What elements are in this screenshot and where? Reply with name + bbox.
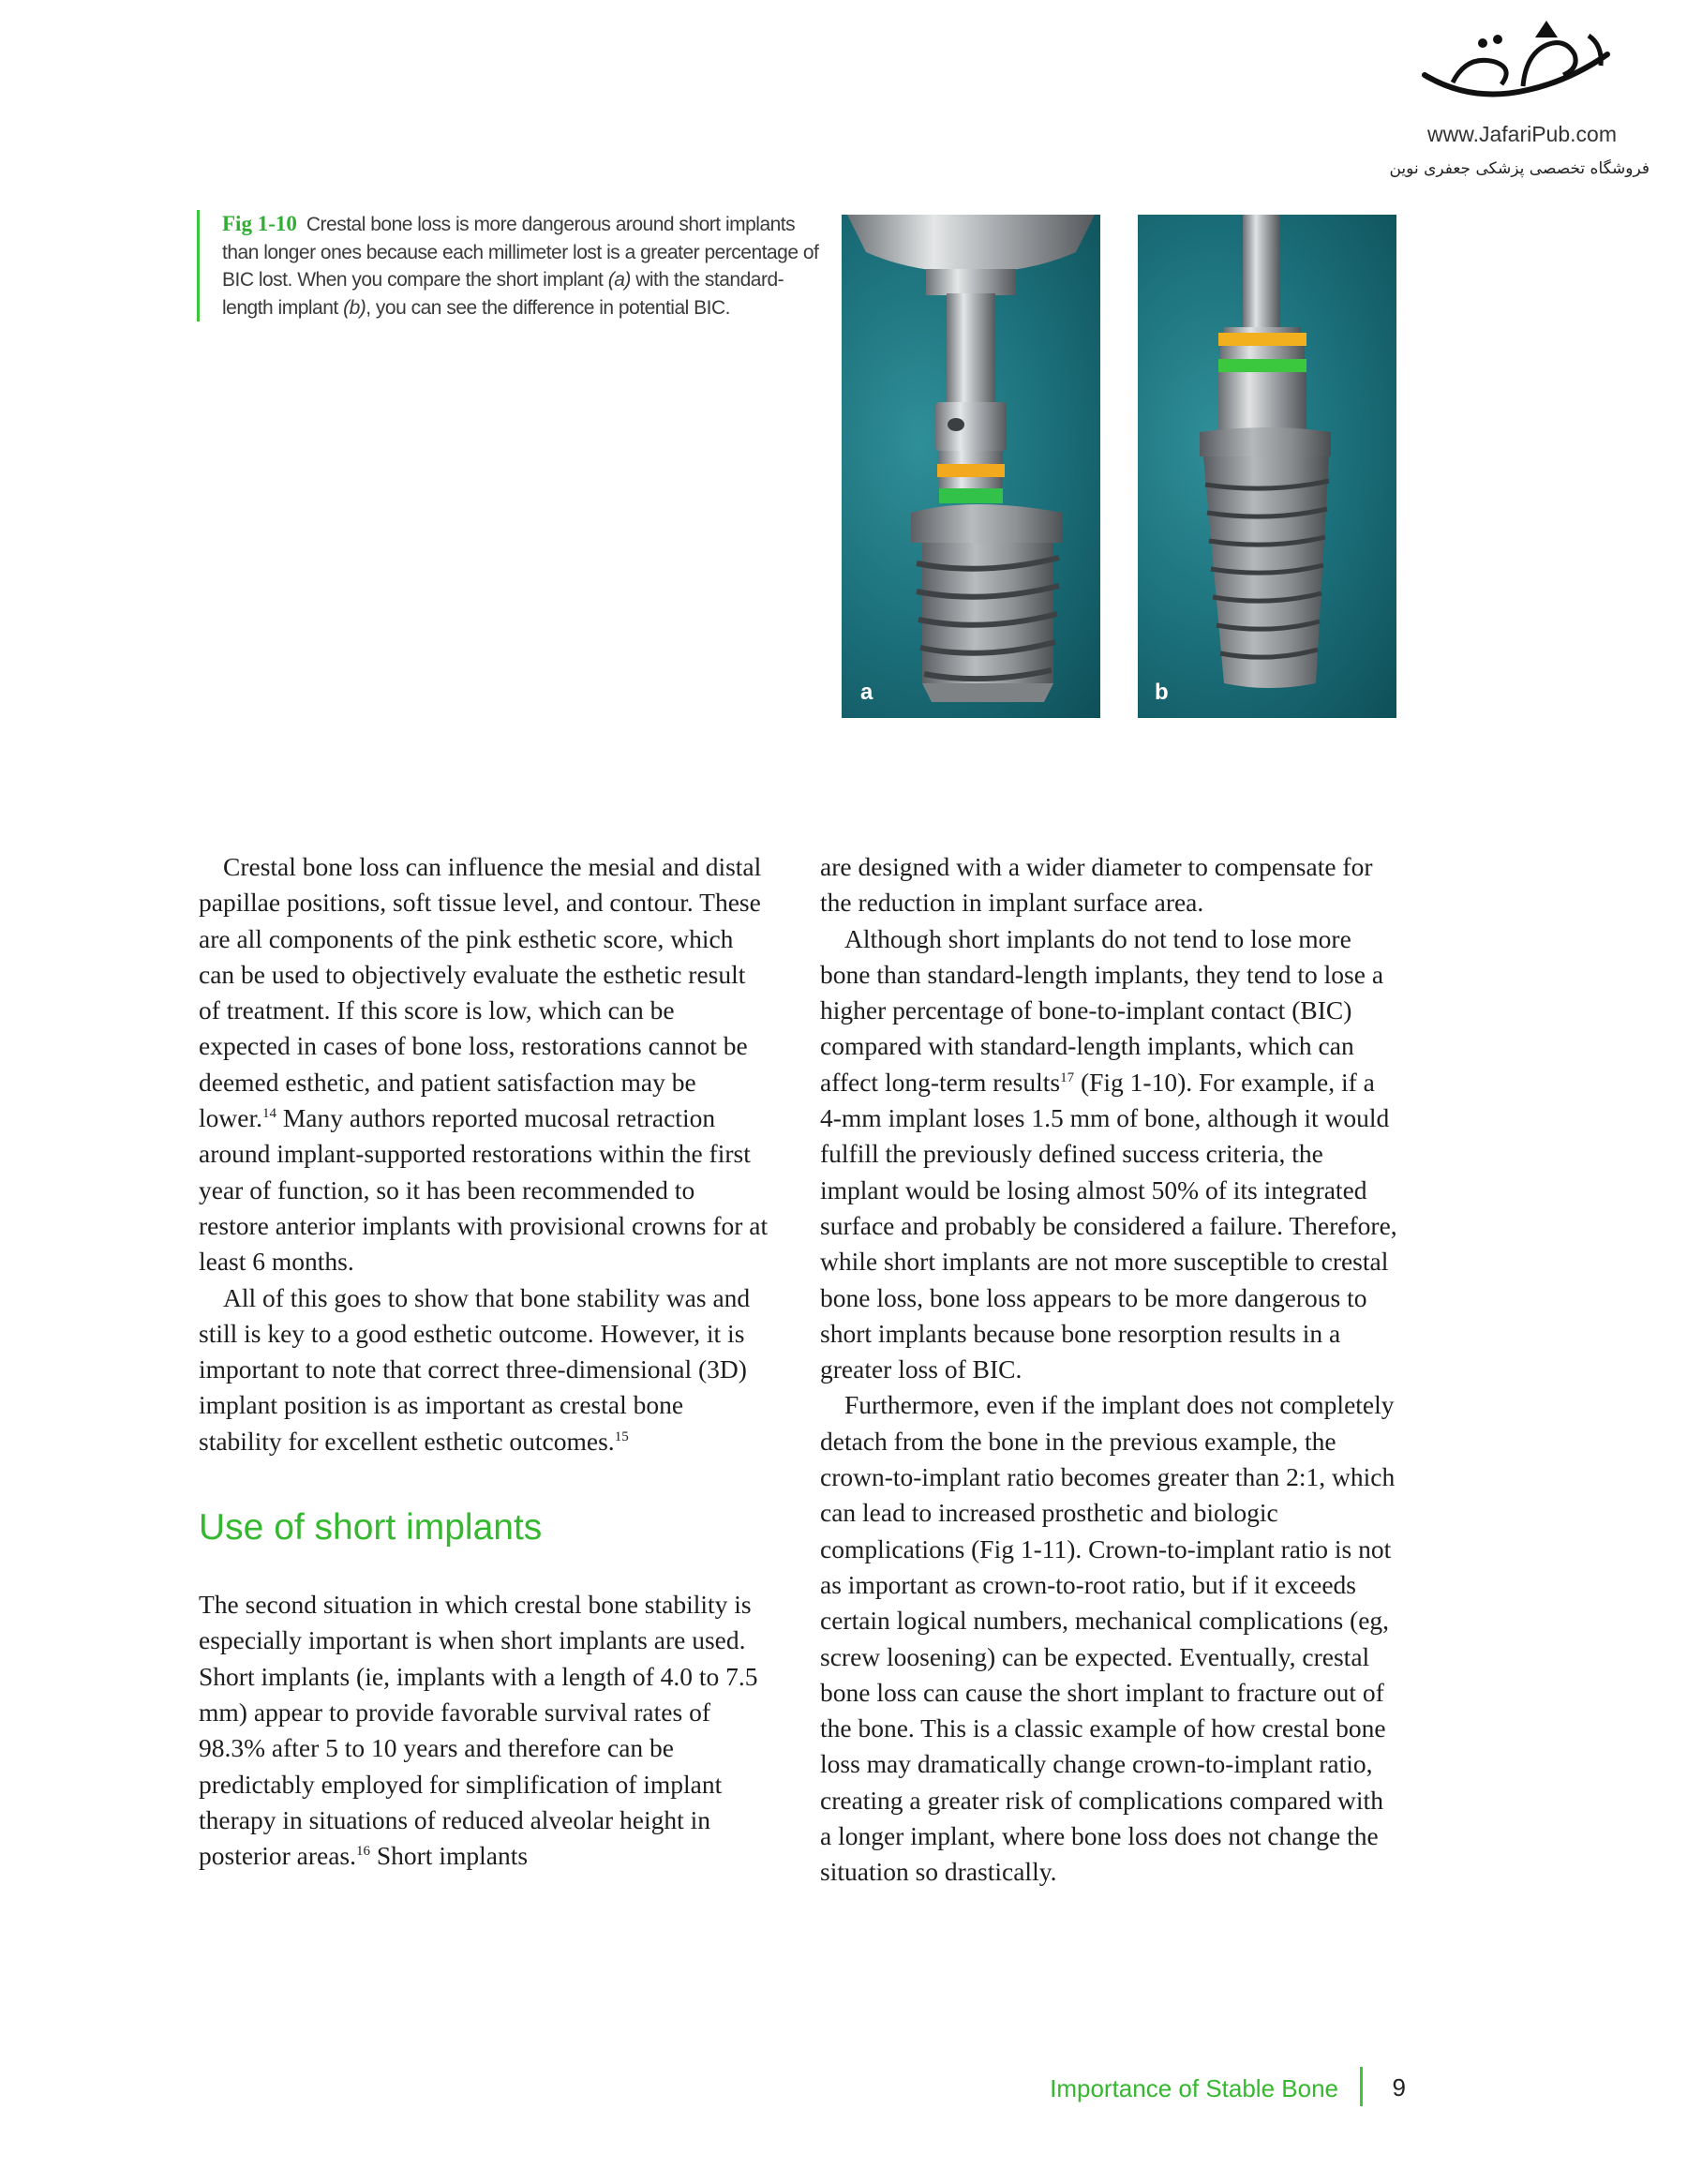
paragraph-crown-implant-ratio: Furthermore, even if the implant does not completely detach from the bone in the previous example, the crown-to-implant ratio becomes greater than 2:1, which can lead to increased prosthetic and biologic complications (Fig 1-11). Crown-to-implant ratio is not as important as crown-to-root ratio, but if it exceeds certain logical numbers, mechanical complications (eg, screw loosening) can be expected. Eventually, crestal bone loss can cause the short implant to fracture out of the bone. This is a classic example of how crestal bone loss may dramatically change crown-to-implant ratio, creating a greater risk of complications compared with a longer implant, where bone loss does not change the situation so drastically.	[820, 1390, 1396, 1887]
photo-standard-implant	[1138, 215, 1396, 718]
panel-label-b: b	[1155, 680, 1169, 705]
caption-text-3: , you can see the difference in potential BIC.	[366, 296, 730, 319]
photo-short-implant	[842, 215, 1100, 718]
publisher-url: www.JafariPub.com	[1427, 122, 1617, 146]
caption-ref-a: (a)	[607, 269, 631, 291]
paragraph-wider-diameter: are designed with a wider diameter to compensate for the reduction in implant surface area.	[820, 852, 1373, 918]
publisher-tagline: فروشگاه تخصصی پزشکی جعفری نوین	[1389, 159, 1650, 178]
standard-implant-illustration	[1138, 215, 1396, 718]
figure-caption	[197, 210, 822, 322]
paragraph-short-implants: The second situation in which crestal bone stability is especially important is when short implants are used. Short implants (ie, implants with a length of 4.0 to 7.5 mm) appear to provide favorable survival rates of 98.3% after 5 to 10 years and therefore can be predictably employed for simplification of implant therapy in situations of reduced alveolar height in posterior areas.$^{16}$ Short implants	[199, 1590, 758, 1871]
caption-ref-b: (b)	[343, 296, 366, 319]
panel-label-a: a	[860, 680, 873, 705]
section-heading: Use of short implants	[199, 1507, 543, 1548]
reference-16: 16	[355, 1844, 370, 1860]
caption-text-1: Crestal bone loss is more dangerous around short implants than longer ones because each millimeter lost is a greater percentage of BIC lost. When you compare the short implant	[222, 214, 819, 291]
footer-divider	[1360, 2067, 1363, 2106]
short-implant-illustration	[842, 215, 1100, 718]
page-number: 9	[1392, 2073, 1406, 2102]
figure-label: Fig 1-10	[222, 212, 297, 235]
publisher-logo	[1378, 17, 1659, 195]
calligraphy-logo-mark	[1415, 17, 1621, 120]
reference-15: 15	[614, 1429, 629, 1444]
page-footer	[844, 2067, 1406, 2112]
right-column	[820, 849, 1401, 1891]
reference-17: 17	[1060, 1070, 1075, 1085]
left-column	[199, 849, 770, 1874]
paragraph-bone-stability: All of this goes to show that bone stability was and still is key to a good esthetic outcome. However, it is important to note that correct three-dimensional (3D) implant position is as important as crestal bone stability for excellent esthetic outcomes.$^{15}$	[199, 1282, 751, 1456]
running-title: Importance of Stable Bone	[1050, 2074, 1338, 2102]
reference-14: 14	[261, 1106, 276, 1122]
paragraph-bic-loss: Although short implants do not tend to lose more bone than standard-length implants, they tend to lose a higher percentage of bone-to-implant contact (BIC) compared with standard-length implants, which can affect long-term results$^{17}$ (Fig 1-10). For example, if a 4-mm implant loses 1.5 mm of bone, although it would fulfill the previously defined success criteria, the implant would be losing almost 50% of its integrated surface and probably be considered a failure. Therefore, while short implants are not more susceptible to crestal bone loss, bone loss appears to be more dangerous to short implants because bone resorption results in a greater loss of BIC.	[820, 923, 1397, 1384]
paragraph-esthetic-score: Crestal bone loss can influence the mesial and distal papillae positions, soft tissue level, and contour. These are all components of the pink esthetic score, which can be used to objectively evaluate the esthetic result of treatment. If this score is low, which can be expected in cases of bone loss, restorations cannot be deemed esthetic, and patient satisfaction may be lower.$^{14}$ Many authors reported mucosal retraction around implant-supported restorations within the first year of function, so it has been recommended to restore anterior implants with provisional crowns for at least 6 months.	[199, 852, 769, 1277]
caption-text-2: with the standard-length implant	[222, 269, 784, 319]
